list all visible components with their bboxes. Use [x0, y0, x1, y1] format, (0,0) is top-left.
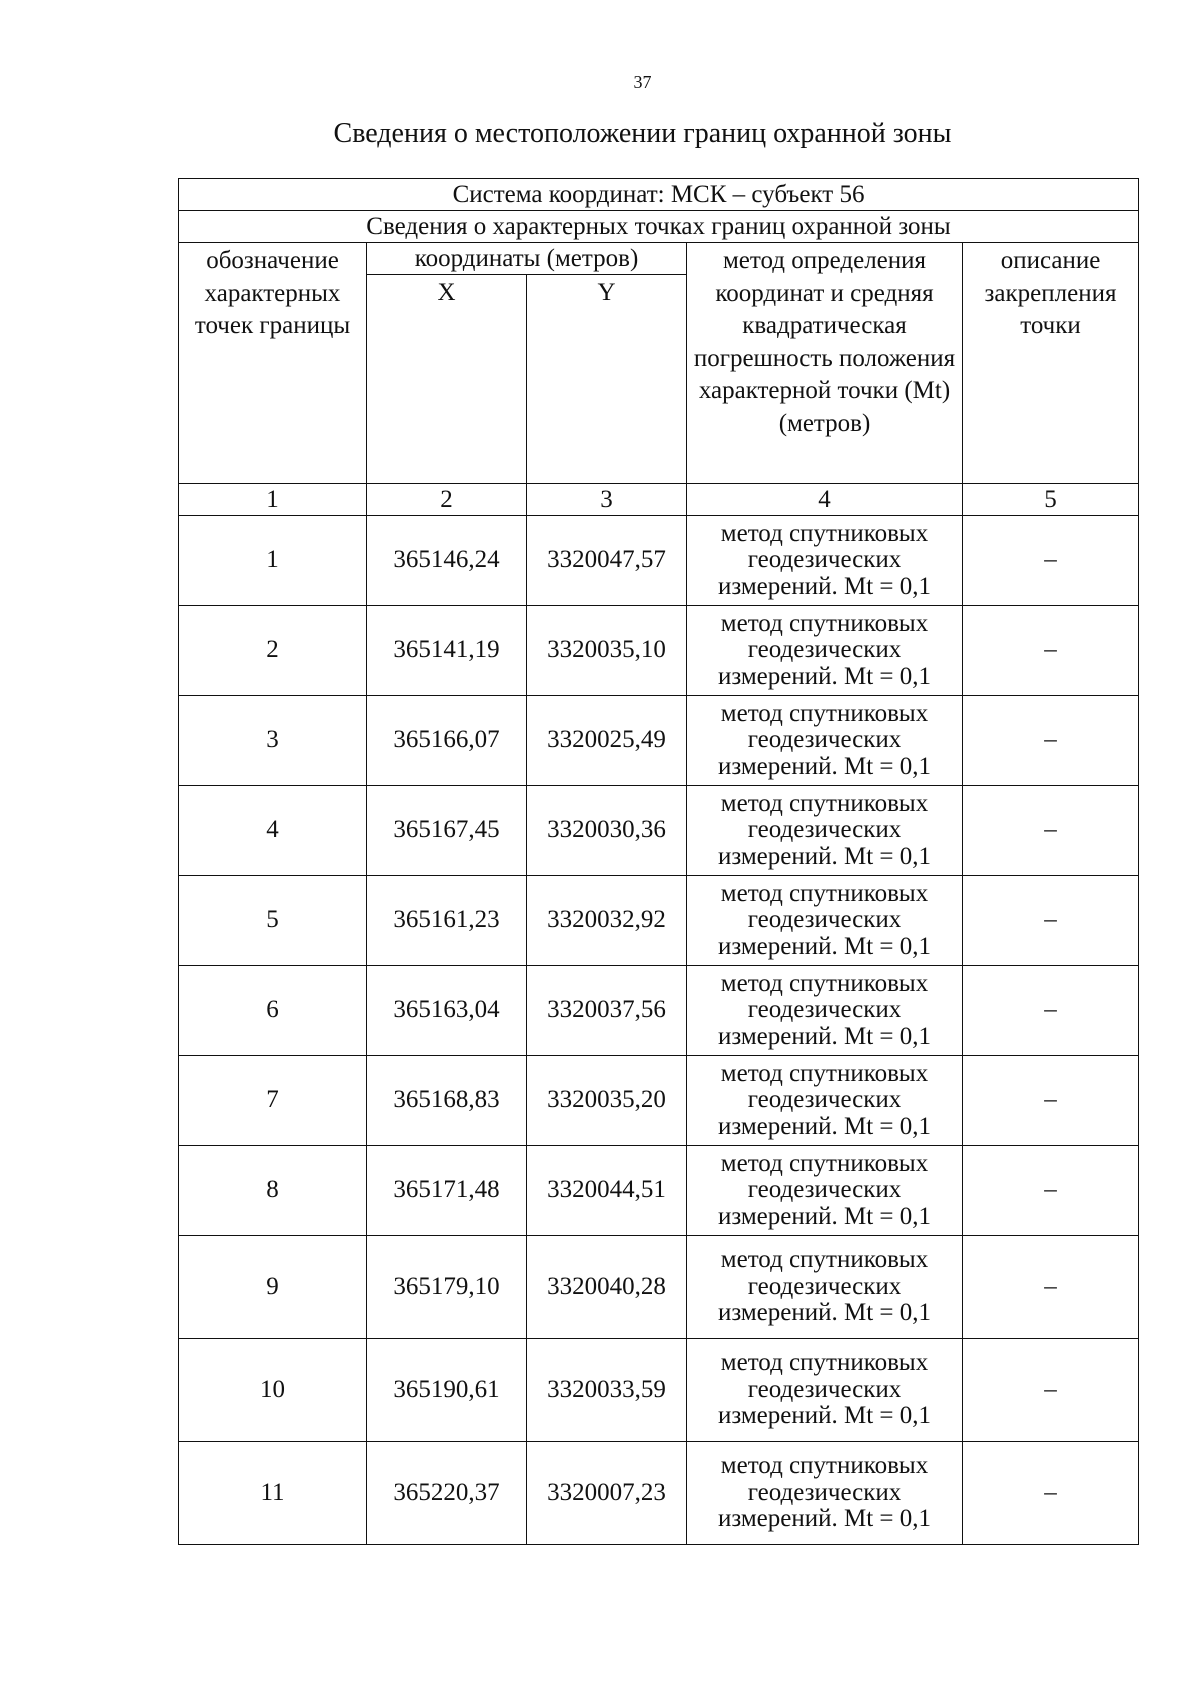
method-cell: метод спутниковых геодезических измерений. Mt = 0,1 — [687, 1146, 963, 1236]
point-number-cell: 1 — [179, 516, 367, 606]
method-cell: метод спутниковых геодезических измерений. Mt = 0,1 — [687, 1056, 963, 1146]
x-coordinate-cell: 365220,37 — [367, 1442, 527, 1545]
header-method: метод определения координат и средняя квадратическая погрешность положения характерной точки (Mt) (метров) — [687, 243, 963, 484]
point-number-cell: 3 — [179, 696, 367, 786]
fixing-description-cell: – — [963, 876, 1139, 966]
fixing-description-cell: – — [963, 786, 1139, 876]
point-number-cell: 9 — [179, 1236, 367, 1339]
x-coordinate-cell: 365167,45 — [367, 786, 527, 876]
x-coordinate-cell: 365163,04 — [367, 966, 527, 1056]
column-number: 5 — [963, 484, 1139, 516]
column-number-row — [179, 484, 1139, 516]
method-cell: метод спутниковых геодезических измерений. Mt = 0,1 — [687, 966, 963, 1056]
table-row — [179, 696, 1139, 786]
y-coordinate-cell: 3320025,49 — [527, 696, 687, 786]
y-coordinate-cell: 3320035,20 — [527, 1056, 687, 1146]
method-cell: метод спутниковых геодезических измерений. Mt = 0,1 — [687, 786, 963, 876]
column-number: 4 — [687, 484, 963, 516]
x-coordinate-cell: 365171,48 — [367, 1146, 527, 1236]
fixing-description-cell: – — [963, 1339, 1139, 1442]
section-title-cell: Сведения о характерных точках границ охранной зоны — [179, 211, 1139, 243]
column-number: 2 — [367, 484, 527, 516]
x-coordinate-cell: 365179,10 — [367, 1236, 527, 1339]
y-coordinate-cell: 3320047,57 — [527, 516, 687, 606]
table-row — [179, 1146, 1139, 1236]
header-fixing: описание закрепления точки — [963, 243, 1139, 484]
column-header-row — [179, 243, 1139, 275]
point-number-cell: 8 — [179, 1146, 367, 1236]
fixing-description-cell: – — [963, 516, 1139, 606]
x-coordinate-cell: 365166,07 — [367, 696, 527, 786]
table-row — [179, 1339, 1139, 1442]
point-number-cell: 2 — [179, 606, 367, 696]
x-coordinate-cell: 365146,24 — [367, 516, 527, 606]
x-coordinate-cell: 365161,23 — [367, 876, 527, 966]
y-coordinate-cell: 3320040,28 — [527, 1236, 687, 1339]
y-coordinate-cell: 3320044,51 — [527, 1146, 687, 1236]
page-title: Сведения о местоположении границ охранной зоны — [333, 118, 952, 149]
column-number: 3 — [527, 484, 687, 516]
header-x: X — [367, 275, 527, 484]
fixing-description-cell: – — [963, 1236, 1139, 1339]
coordinates-table — [178, 178, 1139, 1545]
column-number: 1 — [179, 484, 367, 516]
method-cell: метод спутниковых геодезических измерений. Mt = 0,1 — [687, 1236, 963, 1339]
fixing-description-cell: – — [963, 966, 1139, 1056]
table-row — [179, 876, 1139, 966]
table-row — [179, 1056, 1139, 1146]
x-coordinate-cell: 365168,83 — [367, 1056, 527, 1146]
fixing-description-cell: – — [963, 1146, 1139, 1236]
coordinate-system-cell: Система координат: МСК – субъект 56 — [179, 179, 1139, 211]
x-coordinate-cell: 365141,19 — [367, 606, 527, 696]
fixing-description-cell: – — [963, 696, 1139, 786]
point-number-cell: 10 — [179, 1339, 367, 1442]
point-number-cell: 7 — [179, 1056, 367, 1146]
y-coordinate-cell: 3320037,56 — [527, 966, 687, 1056]
header-designation: обозначение характерных точек границы — [179, 243, 367, 484]
point-number-cell: 11 — [179, 1442, 367, 1545]
method-cell: метод спутниковых геодезических измерений. Mt = 0,1 — [687, 876, 963, 966]
fixing-description-cell: – — [963, 606, 1139, 696]
y-coordinate-cell: 3320032,92 — [527, 876, 687, 966]
table-row — [179, 1236, 1139, 1339]
y-coordinate-cell: 3320030,36 — [527, 786, 687, 876]
y-coordinate-cell: 3320033,59 — [527, 1339, 687, 1442]
method-cell: метод спутниковых геодезических измерений. Mt = 0,1 — [687, 606, 963, 696]
table-row — [179, 516, 1139, 606]
point-number-cell: 5 — [179, 876, 367, 966]
page-number: 37 — [633, 72, 652, 92]
table-row — [179, 786, 1139, 876]
y-coordinate-cell: 3320007,23 — [527, 1442, 687, 1545]
fixing-description-cell: – — [963, 1442, 1139, 1545]
header-y: Y — [527, 275, 687, 484]
method-cell: метод спутниковых геодезических измерений. Mt = 0,1 — [687, 516, 963, 606]
fixing-description-cell: – — [963, 1056, 1139, 1146]
coordinate-system-row — [179, 179, 1139, 211]
section-title-row — [179, 211, 1139, 243]
method-cell: метод спутниковых геодезических измерений. Mt = 0,1 — [687, 1339, 963, 1442]
point-number-cell: 6 — [179, 966, 367, 1056]
method-cell: метод спутниковых геодезических измерений. Mt = 0,1 — [687, 1442, 963, 1545]
point-number-cell: 4 — [179, 786, 367, 876]
x-coordinate-cell: 365190,61 — [367, 1339, 527, 1442]
header-coordinates: координаты (метров) — [367, 243, 687, 275]
table-row — [179, 606, 1139, 696]
method-cell: метод спутниковых геодезических измерений. Mt = 0,1 — [687, 696, 963, 786]
y-coordinate-cell: 3320035,10 — [527, 606, 687, 696]
table-row — [179, 1442, 1139, 1545]
table-row — [179, 966, 1139, 1056]
